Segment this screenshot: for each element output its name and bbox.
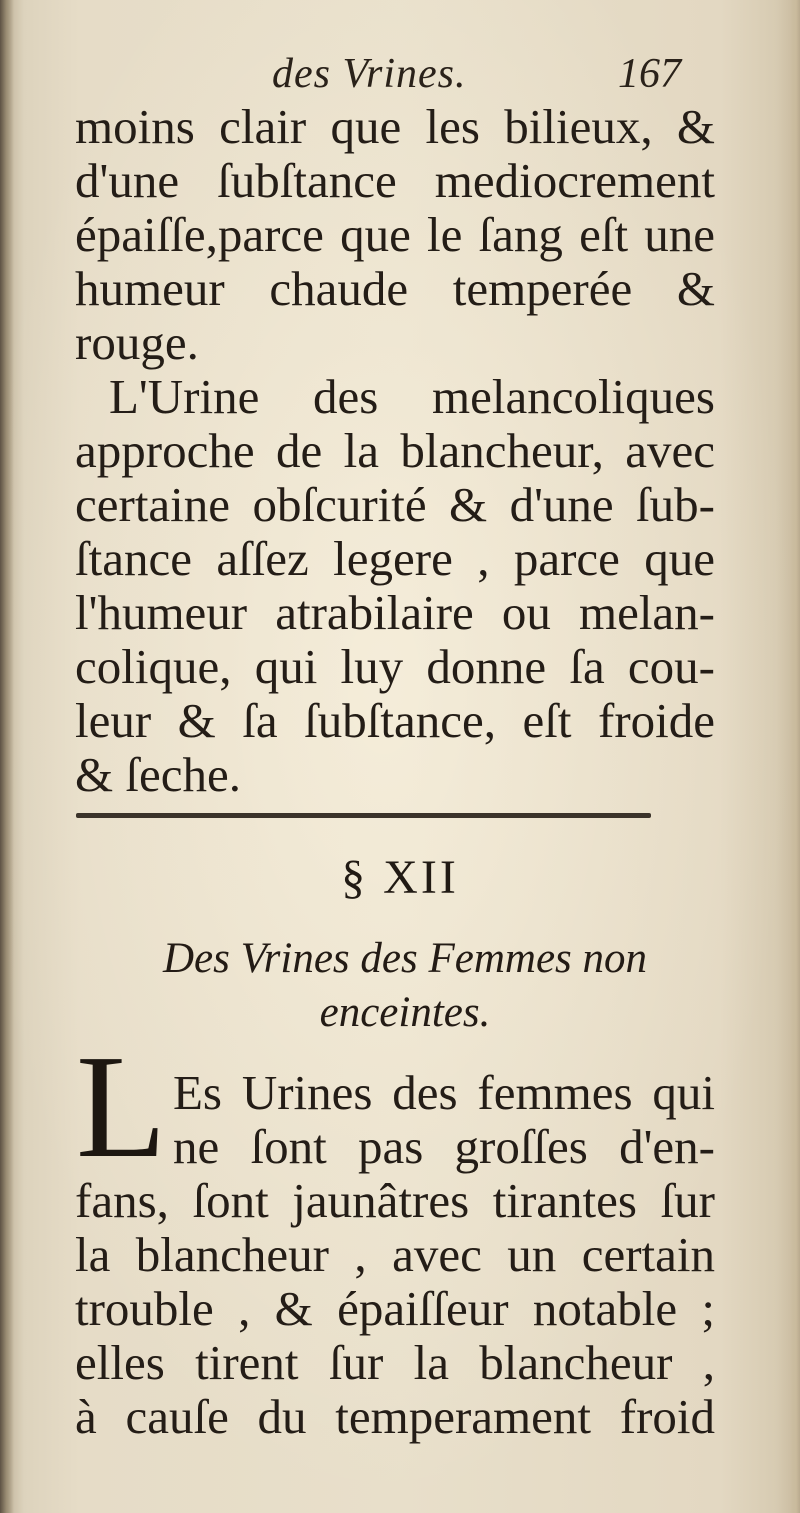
text-block-after-section [75, 1066, 715, 1444]
section-title-line: Des Vrines des Femmes non [162, 935, 648, 982]
text-line: l'humeur atrabilaire ou melan- [75, 585, 715, 640]
section-number: § XII [341, 851, 459, 904]
text-line: fans, ſont jaunâtres tirantes ſur [75, 1173, 715, 1228]
text-line: humeur chaude temperée & [75, 261, 715, 316]
text-line: leur & ſa ſubſtance, eſt froide [75, 693, 715, 748]
text-line: la blancheur , avec un certain [75, 1227, 715, 1282]
text-line: & ſeche. [75, 747, 241, 802]
drop-cap: L [76, 1025, 167, 1189]
text-line: d'une ſubſtance mediocrement [75, 153, 715, 208]
section-divider [76, 813, 651, 818]
text-line: elles tirent ſur la blancheur , [75, 1335, 715, 1390]
text-line: épaiſſe,parce que le ſang eſt une [75, 207, 715, 262]
text-block-before-section [75, 100, 715, 802]
text-line: ſtance aſſez legere , parce que [75, 531, 715, 586]
text-line: colique, qui luy donne ſa cou- [75, 639, 715, 694]
page-edge-shadow [790, 0, 800, 1513]
section-title-line: enceintes. [319, 989, 491, 1036]
running-head: des Vrines. [272, 51, 467, 97]
page-gutter-shadow [0, 0, 14, 1513]
text-line: moins clair que les bilieux, & [75, 99, 715, 154]
text-line: trouble , & épaiſſeur notable ; [75, 1281, 715, 1336]
section-title [95, 932, 715, 1040]
text-line: approche de la blancheur, avec [75, 423, 715, 478]
text-line: certaine obſcurité & d'une ſub- [75, 477, 715, 532]
text-line: à cauſe du temperament froid [75, 1389, 715, 1444]
text-line: ne ſont pas groſſes d'en- [173, 1119, 715, 1174]
text-line: L'Urine des melancoliques [109, 369, 715, 424]
text-line: rouge. [75, 315, 199, 370]
page-number: 167 [618, 51, 681, 97]
text-line: Es Urines des femmes qui [173, 1065, 715, 1120]
